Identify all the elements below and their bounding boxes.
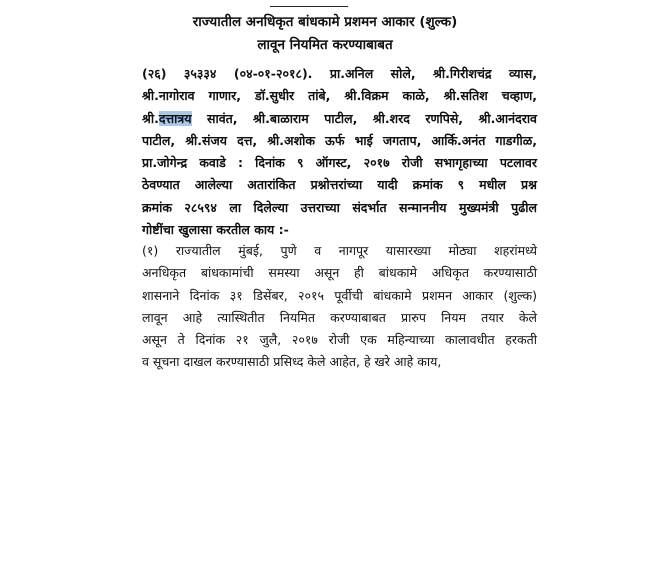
subquestion-line: लावून आहे त्यास्थितीत नियमित करण्याबाबत प्रारुप नियम तयार केले: [142, 309, 537, 325]
question-line: प्रा.जोगेन्द्र कवाडे : दिनांक ९ ऑगस्ट, २०१७ रोजी सभागृहाच्या पटलावर: [142, 155, 537, 171]
top-rule: [270, 6, 348, 7]
question-line: (२६) ३५३३४ (०४-०१-२०१८). प्रा.अनिल सोले, श्री.गिरीशचंद्र व्यास,: [142, 66, 537, 81]
subquestion-line: शासनाने दिनांक ३१ डिसेंबर, २०१५ पूर्वीची बांधकामे प्रशमन आकार (शुल्क): [142, 287, 537, 303]
question-line: ठेवण्यात आलेल्या अतारांकित प्रश्नोत्तरांच्या यादी क्रमांक ९ मधील प्रश्न: [142, 177, 537, 193]
subquestion-line: अनधिकृत बांधकामांची समस्या असून ही बांधकामे अधिकृत करण्यासाठी: [142, 265, 537, 281]
name-prefix: श्री.: [142, 110, 159, 126]
question-line: क्रमांक २८५९४ ला दिलेल्या उत्तराच्या संदर्भात सन्माननीय मुख्यमंत्री पुढील: [142, 199, 537, 215]
question-paragraph: [142, 63, 537, 241]
question-line-with-selection: [142, 108, 537, 130]
question-line: पाटील, श्री.संजय दत्त, श्री.अशोक ऊर्फ भाई जगताप, आर्कि.अनंत गाडगीळ,: [142, 132, 537, 148]
question-line: श्री.नागोराव गाणार, डॉ.सुधीर तांबे, श्री.विक्रम काळे, श्री.सतिश चव्हाण,: [142, 88, 537, 104]
question-line-rest: सावंत, श्री.बाळाराम पाटील, श्री.शरद रणपिसे, श्री.आनंदराव: [207, 110, 538, 126]
title-line-2: लावून नियमित करण्याबाबत: [257, 37, 393, 53]
question-line: गोष्टींचा खुलासा करतील काय :-: [142, 222, 289, 238]
subquestion-line: असून ते दिनांक २१ जुलै, २०१७ रोजी एक महिन्याच्या कालावधीत हरकती: [142, 332, 537, 348]
selected-text[interactable]: दत्तात्रय: [158, 110, 192, 126]
subquestion-line: (१) राज्यातील मुंबई, पुणे व नागपूर यासारख्या मोठ्या शहरांमध्ये: [142, 243, 537, 258]
subquestion-paragraph: [142, 240, 537, 374]
subquestion-line: व सूचना दाखल करण्यासाठी प्रसिध्द केले आहेत, हे खरे आहे काय,: [142, 354, 442, 370]
title-line-1: राज्यातील अनधिकृत बांधकामे प्रशमन आकार (शुल्क): [192, 14, 458, 30]
